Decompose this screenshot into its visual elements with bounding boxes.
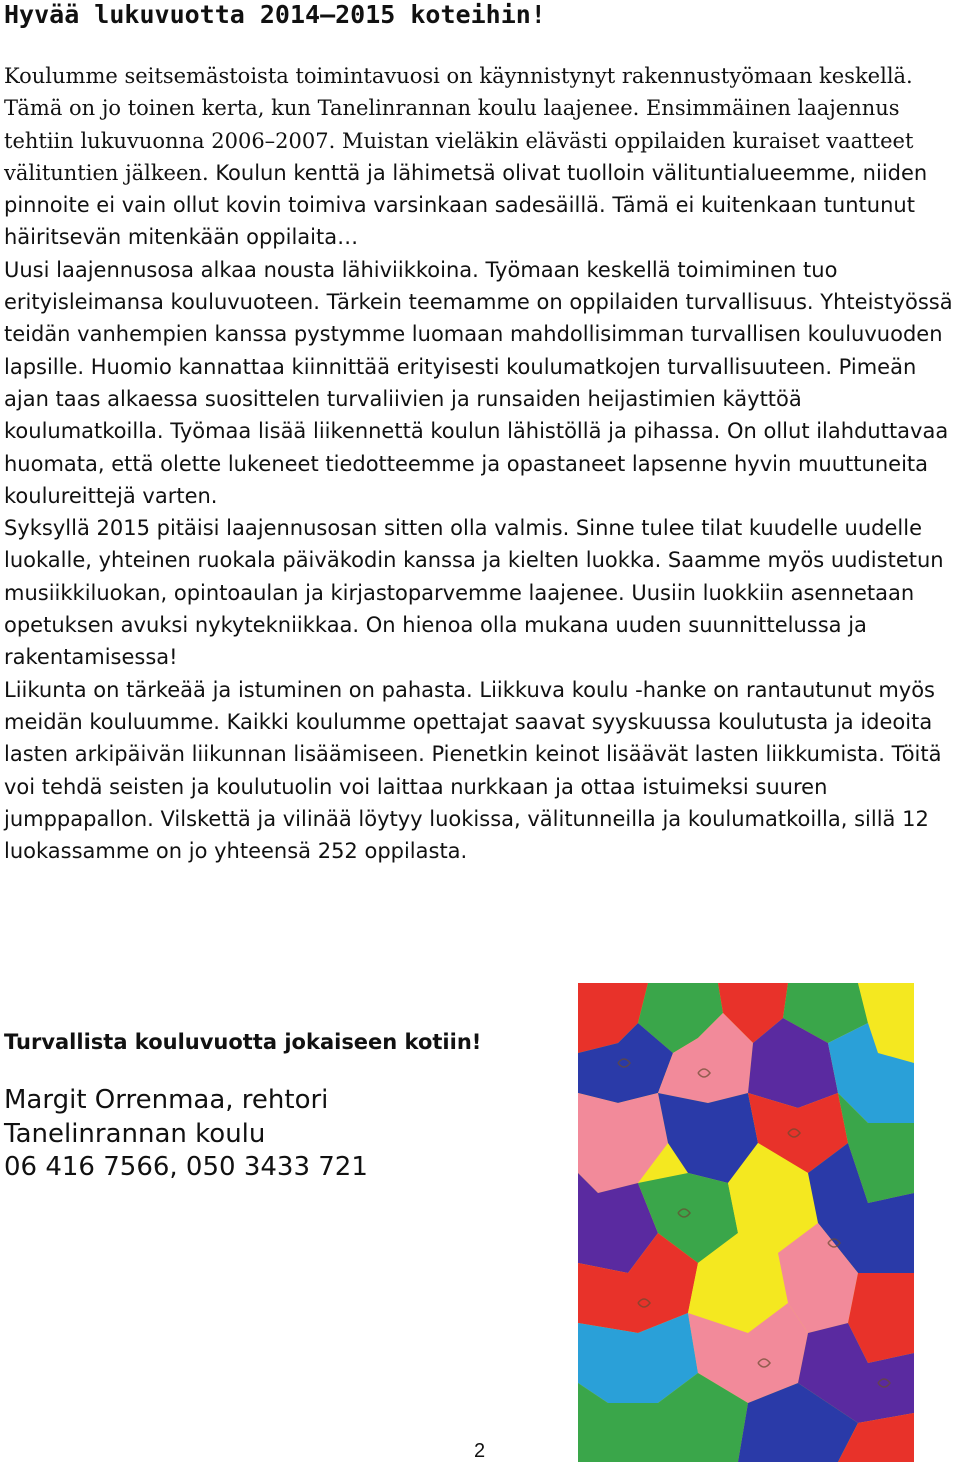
letter-body [4, 60, 956, 867]
signature-block [4, 1084, 368, 1185]
page-heading: Hyvää lukuvuotta 2014–2015 koteihin! [4, 0, 546, 29]
body-paragraph-2: Uusi laajennusosa alkaa nousta lähiviikkoina. Työmaan keskellä toimiminen tuo erityisleimansa kouluvuoteen. Tärkein teemamme on oppilaiden turvallisuus. Yhteistyössä teidän vanhempien kanssa pystymme luomaan mahdollisimman turvallisen kouluvuoden lapsille. Huomio kannattaa kiinnittää erityisesti koulumatkojen turvallisuuteen. Pimeän ajan taas alkaessa suosittelen turvaliivien ja runsaiden heijastimien käyttöä koulumatkoilla. Työmaa lisää liikennettä koulun lähistöllä ja pihassa. On ollut ilahduttavaa huomata, että olette lukeneet tiedotteemme ja opastaneet lapsenne hyvin muuttuneita koulureittejä varten. [4, 257, 953, 508]
body-paragraph-3: Syksyllä 2015 pitäisi laajennusosan sitten olla valmis. Sinne tulee tilat kuudelle uudelle luokalle, yhteinen ruokala päiväkodin kanssa ja kielten luokka. Saamme myös uudistetun musiikkiluokan, opintoaulan ja kirjastoparvemme laajenee. Uusiin luokkiin asennetaan opetuksen avuksi nykytekniikkaa. On hienoa olla mukana uuden suunnittelussa ja rakentamisessa! [4, 516, 944, 670]
intro-paragraph: Koulumme seitsemästoista toimintavuosi on käynnistynyt rakennustyömaan keskellä. Tämä on jo toinen kerta, kun Tanelinrannan koulu laajenee. Ensimmäinen laajennus tehtiin lukuvuonna 2006–2007. Muistan vieläkin elävästi oppilaiden kuraiset vaatteet välituntien jälkeen. [4, 64, 914, 185]
closing-greeting: Turvallista kouluvuotta jokaiseen kotiin! [4, 1030, 482, 1054]
page-number: 2 [474, 1440, 486, 1462]
signature-phone: 06 416 7566, 050 3433 721 [4, 1152, 368, 1182]
signature-name: Margit Orrenmaa, rehtori [4, 1085, 329, 1115]
body-paragraph-4: Liikunta on tärkeää ja istuminen on pahasta. Liikkuva koulu -hanke on rantautunut myös meidän kouluumme. Kaikki koulumme opettajat saavat syyskuussa koulutusta ja ideoita lasten arkipäivän liikunnan lisäämiseen. Pienetkin keinot lisäävät lasten liikkumista. Töitä voi tehdä seisten ja koulutuolin voi laittaa nurkkaan ja ottaa istuimeksi suuren jumppapallon. Vilskettä ja vilinää löytyy luokissa, välitunneilla ja koulumatkoilla, sillä 12 luokassamme on jo yhteensä 252 oppilasta. [4, 677, 942, 864]
signature-school: Tanelinrannan koulu [4, 1118, 266, 1149]
child-drawing-image [578, 983, 914, 1462]
body-paragraph-1: Koulun kenttä ja lähimetsä olivat tuolloin välituntialueemme, niiden pinnoite ei vain ollut kovin toimiva varsinkaan sadesäillä. Tämä ei kuitenkaan tuntunut häiritsevän mitenkään oppilaita… [4, 160, 928, 250]
